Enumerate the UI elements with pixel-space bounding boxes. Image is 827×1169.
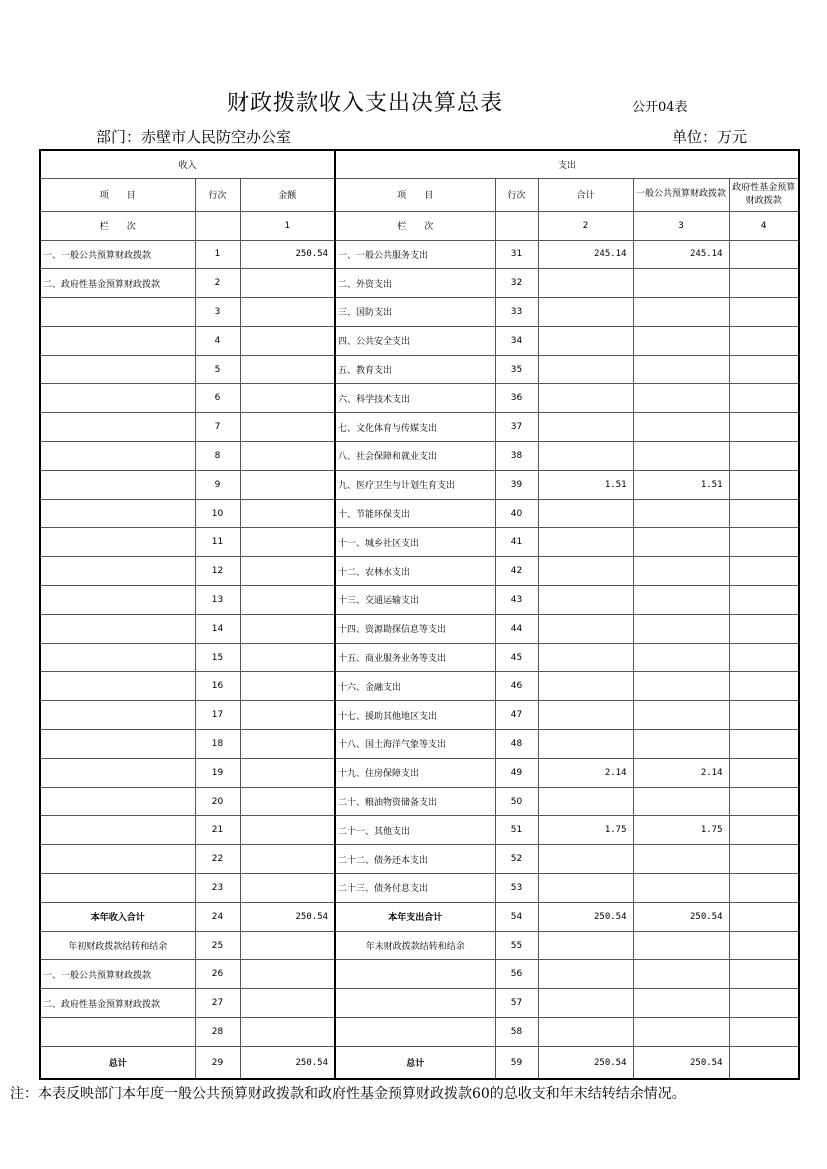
table-row — [40, 845, 799, 874]
expense-total-cell — [538, 672, 633, 701]
income-amount-cell — [240, 701, 335, 730]
expense-item-cell — [335, 989, 495, 1018]
expense-total-cell: 1.51 — [538, 470, 633, 499]
expense-general-cell — [633, 384, 729, 413]
income-rowno-cell: 10 — [195, 499, 240, 528]
expense-item-cell: 二十二、债务还本支出 — [335, 845, 495, 874]
expense-item-cell: 十八、国土海洋气象等支出 — [335, 730, 495, 759]
expense-total-cell — [538, 874, 633, 903]
expense-rowno-cell: 38 — [495, 442, 538, 471]
expense-total-cell — [538, 557, 633, 586]
income-rowno-cell: 28 — [195, 1018, 240, 1047]
income-amount-cell — [240, 960, 335, 989]
expense-general-cell — [633, 931, 729, 960]
table-row — [40, 326, 799, 355]
income-item-cell — [40, 643, 195, 672]
income-amount-cell — [240, 989, 335, 1018]
expense-item-header: 项 目 — [335, 178, 495, 211]
expense-rowno-cell: 41 — [495, 528, 538, 557]
table-row — [40, 1018, 799, 1047]
income-item-cell — [40, 614, 195, 643]
expense-rowno-cell: 32 — [495, 269, 538, 298]
income-amount-cell — [240, 355, 335, 384]
table-row — [40, 816, 799, 845]
income-amount-cell — [240, 643, 335, 672]
income-rowno-cell: 6 — [195, 384, 240, 413]
expense-general-cell — [633, 960, 729, 989]
income-amount-cell — [240, 845, 335, 874]
expense-fund-cell — [729, 355, 799, 384]
expense-rowno-cell: 46 — [495, 672, 538, 701]
expense-general-cell: 1.75 — [633, 816, 729, 845]
expense-total-cell — [538, 931, 633, 960]
income-item-cell — [40, 730, 195, 759]
expense-fund-cell — [729, 442, 799, 471]
income-item-cell — [40, 384, 195, 413]
expense-general-cell — [633, 672, 729, 701]
income-col-blank — [195, 211, 240, 240]
expense-total-cell — [538, 298, 633, 327]
table-row — [40, 413, 799, 442]
expense-item-cell: 十二、农林水支出 — [335, 557, 495, 586]
expense-rowno-cell: 56 — [495, 960, 538, 989]
expense-total-cell — [538, 701, 633, 730]
income-rowno-cell: 16 — [195, 672, 240, 701]
table-row — [40, 1046, 799, 1079]
income-col-1: 1 — [240, 211, 335, 240]
expense-general-cell — [633, 355, 729, 384]
expense-fund-cell — [729, 730, 799, 759]
table-row — [40, 499, 799, 528]
expense-total-cell — [538, 730, 633, 759]
expense-fund-cell — [729, 960, 799, 989]
income-amount-cell — [240, 442, 335, 471]
expense-rowno-cell: 50 — [495, 787, 538, 816]
expense-general-cell — [633, 442, 729, 471]
expense-item-cell: 总计 — [335, 1046, 495, 1079]
expense-general-cell — [633, 499, 729, 528]
expense-fund-cell — [729, 758, 799, 787]
income-amount-cell — [240, 816, 335, 845]
income-rowno-cell: 7 — [195, 413, 240, 442]
expense-item-cell: 九、医疗卫生与计划生育支出 — [335, 470, 495, 499]
expense-general-cell: 2.14 — [633, 758, 729, 787]
expense-rowno-cell: 40 — [495, 499, 538, 528]
expense-total-cell — [538, 442, 633, 471]
income-amount-cell — [240, 384, 335, 413]
income-rowno-cell: 19 — [195, 758, 240, 787]
expense-item-cell: 三、国防支出 — [335, 298, 495, 327]
income-item-cell — [40, 672, 195, 701]
table-row — [40, 672, 799, 701]
income-item-cell — [40, 442, 195, 471]
expense-fund-cell — [729, 614, 799, 643]
expense-total-cell — [538, 787, 633, 816]
expense-rowno-cell: 48 — [495, 730, 538, 759]
income-amount-cell — [240, 614, 335, 643]
expense-general-cell — [633, 557, 729, 586]
table-row — [40, 269, 799, 298]
expense-general-cell — [633, 614, 729, 643]
expense-item-cell: 本年支出合计 — [335, 902, 495, 931]
expense-total-cell: 250.54 — [538, 1046, 633, 1079]
expense-fund-cell — [729, 269, 799, 298]
expense-general-cell — [633, 845, 729, 874]
table-row — [40, 701, 799, 730]
expense-rowno-cell: 36 — [495, 384, 538, 413]
income-item-cell: 二、政府性基金预算财政拨款 — [40, 269, 195, 298]
expense-rowno-cell: 31 — [495, 240, 538, 269]
expense-rowno-cell: 49 — [495, 758, 538, 787]
expense-rowno-cell: 35 — [495, 355, 538, 384]
expense-item-cell: 十四、资源勘探信息等支出 — [335, 614, 495, 643]
income-amount-cell — [240, 758, 335, 787]
expense-rowno-cell: 52 — [495, 845, 538, 874]
income-amount-cell — [240, 557, 335, 586]
expense-total-cell: 2.14 — [538, 758, 633, 787]
table-row — [40, 384, 799, 413]
expense-total-cell — [538, 960, 633, 989]
expense-rowno-cell: 47 — [495, 701, 538, 730]
expense-total-cell — [538, 269, 633, 298]
expense-general-cell — [633, 701, 729, 730]
income-item-cell — [40, 816, 195, 845]
expense-rowno-cell: 58 — [495, 1018, 538, 1047]
expense-total-cell — [538, 643, 633, 672]
expense-general-cell — [633, 989, 729, 1018]
income-amount-cell — [240, 269, 335, 298]
income-rowno-cell: 12 — [195, 557, 240, 586]
income-rowno-cell: 24 — [195, 902, 240, 931]
expense-total-cell — [538, 1018, 633, 1047]
expense-general-cell: 250.54 — [633, 1046, 729, 1079]
income-rowno-cell: 21 — [195, 816, 240, 845]
expense-item-cell: 二十、粮油物资储备支出 — [335, 787, 495, 816]
income-rowno-cell: 5 — [195, 355, 240, 384]
expense-fund-cell — [729, 298, 799, 327]
expense-fund-cell — [729, 326, 799, 355]
income-item-header: 项 目 — [40, 178, 195, 211]
expense-general-cell — [633, 730, 729, 759]
expense-item-cell: 五、教育支出 — [335, 355, 495, 384]
income-item-cell — [40, 586, 195, 615]
expense-general-cell — [633, 874, 729, 903]
income-item-cell — [40, 298, 195, 327]
income-rowno-cell: 25 — [195, 931, 240, 960]
expense-fund-cell — [729, 787, 799, 816]
expense-rowno-cell: 42 — [495, 557, 538, 586]
income-rowno-cell: 26 — [195, 960, 240, 989]
expense-general-cell — [633, 269, 729, 298]
income-item-cell — [40, 499, 195, 528]
expense-item-cell: 二、外资支出 — [335, 269, 495, 298]
expense-header: 支出 — [335, 150, 799, 178]
income-item-cell: 总计 — [40, 1046, 195, 1079]
income-rowno-cell: 20 — [195, 787, 240, 816]
unit-label: 单位：万元 — [672, 128, 748, 146]
income-amount-cell — [240, 586, 335, 615]
expense-item-cell — [335, 1018, 495, 1047]
form-number: 公开04表 — [632, 100, 688, 115]
expense-rowno-header: 行次 — [495, 178, 538, 211]
page-title: 财政拨款收入支出决算总表 — [226, 91, 503, 116]
expense-rowno-cell: 33 — [495, 298, 538, 327]
income-rowno-header: 行次 — [195, 178, 240, 211]
expense-item-cell: 十九、住房保障支出 — [335, 758, 495, 787]
budget-table — [39, 149, 800, 1080]
expense-general-cell — [633, 1018, 729, 1047]
expense-general-cell — [633, 787, 729, 816]
income-rowno-cell: 27 — [195, 989, 240, 1018]
expense-general-cell — [633, 586, 729, 615]
expense-col-label: 栏 次 — [335, 211, 495, 240]
income-item-cell: 二、政府性基金预算财政拨款 — [40, 989, 195, 1018]
expense-total-cell — [538, 989, 633, 1018]
expense-general-cell — [633, 643, 729, 672]
income-amount-cell — [240, 499, 335, 528]
income-amount-cell — [240, 787, 335, 816]
table-row — [40, 614, 799, 643]
expense-col-3: 3 — [633, 211, 729, 240]
income-rowno-cell: 3 — [195, 298, 240, 327]
table-row — [40, 931, 799, 960]
table-row — [40, 528, 799, 557]
table-row — [40, 758, 799, 787]
expense-total-cell: 250.54 — [538, 902, 633, 931]
income-item-cell — [40, 787, 195, 816]
expense-rowno-cell: 34 — [495, 326, 538, 355]
expense-fund-cell — [729, 528, 799, 557]
expense-fund-header: 政府性基金预算财政拨款 — [729, 178, 799, 211]
income-item-cell — [40, 557, 195, 586]
expense-fund-cell — [729, 845, 799, 874]
income-rowno-cell: 4 — [195, 326, 240, 355]
income-header: 收入 — [40, 150, 335, 178]
income-amount-cell — [240, 672, 335, 701]
income-item-cell — [40, 470, 195, 499]
income-rowno-cell: 8 — [195, 442, 240, 471]
expense-item-cell: 十三、交通运输支出 — [335, 586, 495, 615]
table-row — [40, 586, 799, 615]
table-row — [40, 240, 799, 269]
table-row — [40, 643, 799, 672]
expense-fund-cell — [729, 470, 799, 499]
expense-fund-cell — [729, 672, 799, 701]
expense-fund-cell — [729, 1046, 799, 1079]
table-row — [40, 470, 799, 499]
expense-fund-cell — [729, 816, 799, 845]
income-amount-cell — [240, 874, 335, 903]
income-rowno-cell: 11 — [195, 528, 240, 557]
expense-rowno-cell: 44 — [495, 614, 538, 643]
expense-total-header: 合计 — [538, 178, 633, 211]
expense-general-cell — [633, 528, 729, 557]
expense-fund-cell — [729, 413, 799, 442]
expense-item-cell: 六、科学技术支出 — [335, 384, 495, 413]
income-item-cell — [40, 874, 195, 903]
table-row — [40, 960, 799, 989]
expense-rowno-cell: 37 — [495, 413, 538, 442]
expense-general-cell — [633, 413, 729, 442]
expense-rowno-cell: 53 — [495, 874, 538, 903]
income-item-cell — [40, 845, 195, 874]
expense-item-cell: 二十三、债务付息支出 — [335, 874, 495, 903]
expense-total-cell — [538, 355, 633, 384]
income-item-cell — [40, 1018, 195, 1047]
expense-total-cell — [538, 326, 633, 355]
income-rowno-cell: 23 — [195, 874, 240, 903]
income-amount-cell: 250.54 — [240, 1046, 335, 1079]
expense-item-cell: 十五、商业服务业务等支出 — [335, 643, 495, 672]
income-amount-cell — [240, 931, 335, 960]
expense-fund-cell — [729, 586, 799, 615]
expense-total-cell — [538, 413, 633, 442]
income-rowno-cell: 1 — [195, 240, 240, 269]
income-item-cell — [40, 355, 195, 384]
expense-total-cell — [538, 528, 633, 557]
table-row — [40, 902, 799, 931]
income-item-cell — [40, 528, 195, 557]
expense-fund-cell — [729, 384, 799, 413]
table-row — [40, 874, 799, 903]
table-row — [40, 989, 799, 1018]
footnote: 注：本表反映部门本年度一般公共预算财政拨款和政府性基金预算财政拨款60的总收支和年末结转结余情况。 — [10, 1086, 686, 1102]
table-row — [40, 355, 799, 384]
expense-total-cell — [538, 384, 633, 413]
expense-fund-cell — [729, 1018, 799, 1047]
income-item-cell — [40, 701, 195, 730]
department-label: 部门：赤壁市人民防空办公室 — [96, 128, 292, 146]
expense-total-cell — [538, 845, 633, 874]
table-row — [40, 442, 799, 471]
expense-item-cell — [335, 960, 495, 989]
income-item-cell: 本年收入合计 — [40, 902, 195, 931]
expense-general-cell: 250.54 — [633, 902, 729, 931]
income-item-cell — [40, 413, 195, 442]
income-rowno-cell: 14 — [195, 614, 240, 643]
expense-total-cell: 245.14 — [538, 240, 633, 269]
expense-total-cell — [538, 586, 633, 615]
income-item-cell: 年初财政拨款结转和结余 — [40, 931, 195, 960]
expense-fund-cell — [729, 874, 799, 903]
expense-item-cell: 年末财政拨款结转和结余 — [335, 931, 495, 960]
expense-fund-cell — [729, 931, 799, 960]
income-amount-cell — [240, 298, 335, 327]
expense-item-cell: 一、一般公共服务支出 — [335, 240, 495, 269]
expense-item-cell: 十一、城乡社区支出 — [335, 528, 495, 557]
expense-col-blank — [495, 211, 538, 240]
income-amount-header: 金额 — [240, 178, 335, 211]
income-amount-cell — [240, 528, 335, 557]
expense-item-cell: 十、节能环保支出 — [335, 499, 495, 528]
expense-fund-cell — [729, 989, 799, 1018]
income-amount-cell: 250.54 — [240, 902, 335, 931]
income-col-label: 栏 次 — [40, 211, 195, 240]
income-item-cell — [40, 326, 195, 355]
expense-rowno-cell: 54 — [495, 902, 538, 931]
income-rowno-cell: 9 — [195, 470, 240, 499]
table-row — [40, 557, 799, 586]
income-item-cell — [40, 758, 195, 787]
expense-total-cell: 1.75 — [538, 816, 633, 845]
income-rowno-cell: 2 — [195, 269, 240, 298]
expense-rowno-cell: 59 — [495, 1046, 538, 1079]
income-rowno-cell: 29 — [195, 1046, 240, 1079]
expense-item-cell: 七、文化体育与传媒支出 — [335, 413, 495, 442]
expense-general-cell: 1.51 — [633, 470, 729, 499]
expense-rowno-cell: 57 — [495, 989, 538, 1018]
income-rowno-cell: 18 — [195, 730, 240, 759]
expense-rowno-cell: 43 — [495, 586, 538, 615]
expense-rowno-cell: 45 — [495, 643, 538, 672]
income-rowno-cell: 15 — [195, 643, 240, 672]
expense-col-2: 2 — [538, 211, 633, 240]
table-row — [40, 730, 799, 759]
expense-item-cell: 十七、援助其他地区支出 — [335, 701, 495, 730]
table-row — [40, 298, 799, 327]
expense-total-cell — [538, 614, 633, 643]
income-amount-cell — [240, 326, 335, 355]
table-row — [40, 787, 799, 816]
expense-fund-cell — [729, 643, 799, 672]
expense-item-cell: 二十一、其他支出 — [335, 816, 495, 845]
income-item-cell: 一、一般公共预算财政拨款 — [40, 240, 195, 269]
income-amount-cell — [240, 470, 335, 499]
expense-general-cell — [633, 298, 729, 327]
income-rowno-cell: 13 — [195, 586, 240, 615]
expense-fund-cell — [729, 701, 799, 730]
expense-general-cell — [633, 326, 729, 355]
expense-total-cell — [538, 499, 633, 528]
income-rowno-cell: 17 — [195, 701, 240, 730]
income-amount-cell: 250.54 — [240, 240, 335, 269]
expense-fund-cell — [729, 240, 799, 269]
expense-rowno-cell: 39 — [495, 470, 538, 499]
income-item-cell: 一、一般公共预算财政拨款 — [40, 960, 195, 989]
expense-col-4: 4 — [729, 211, 799, 240]
income-rowno-cell: 22 — [195, 845, 240, 874]
expense-general-cell: 245.14 — [633, 240, 729, 269]
expense-fund-cell — [729, 902, 799, 931]
expense-fund-cell — [729, 557, 799, 586]
income-amount-cell — [240, 1018, 335, 1047]
expense-item-cell: 四、公共安全支出 — [335, 326, 495, 355]
expense-item-cell: 十六、金融支出 — [335, 672, 495, 701]
income-amount-cell — [240, 413, 335, 442]
expense-general-header: 一般公共预算财政拨款 — [633, 178, 729, 211]
expense-rowno-cell: 51 — [495, 816, 538, 845]
expense-rowno-cell: 55 — [495, 931, 538, 960]
income-amount-cell — [240, 730, 335, 759]
expense-fund-cell — [729, 499, 799, 528]
expense-item-cell: 八、社会保障和就业支出 — [335, 442, 495, 471]
